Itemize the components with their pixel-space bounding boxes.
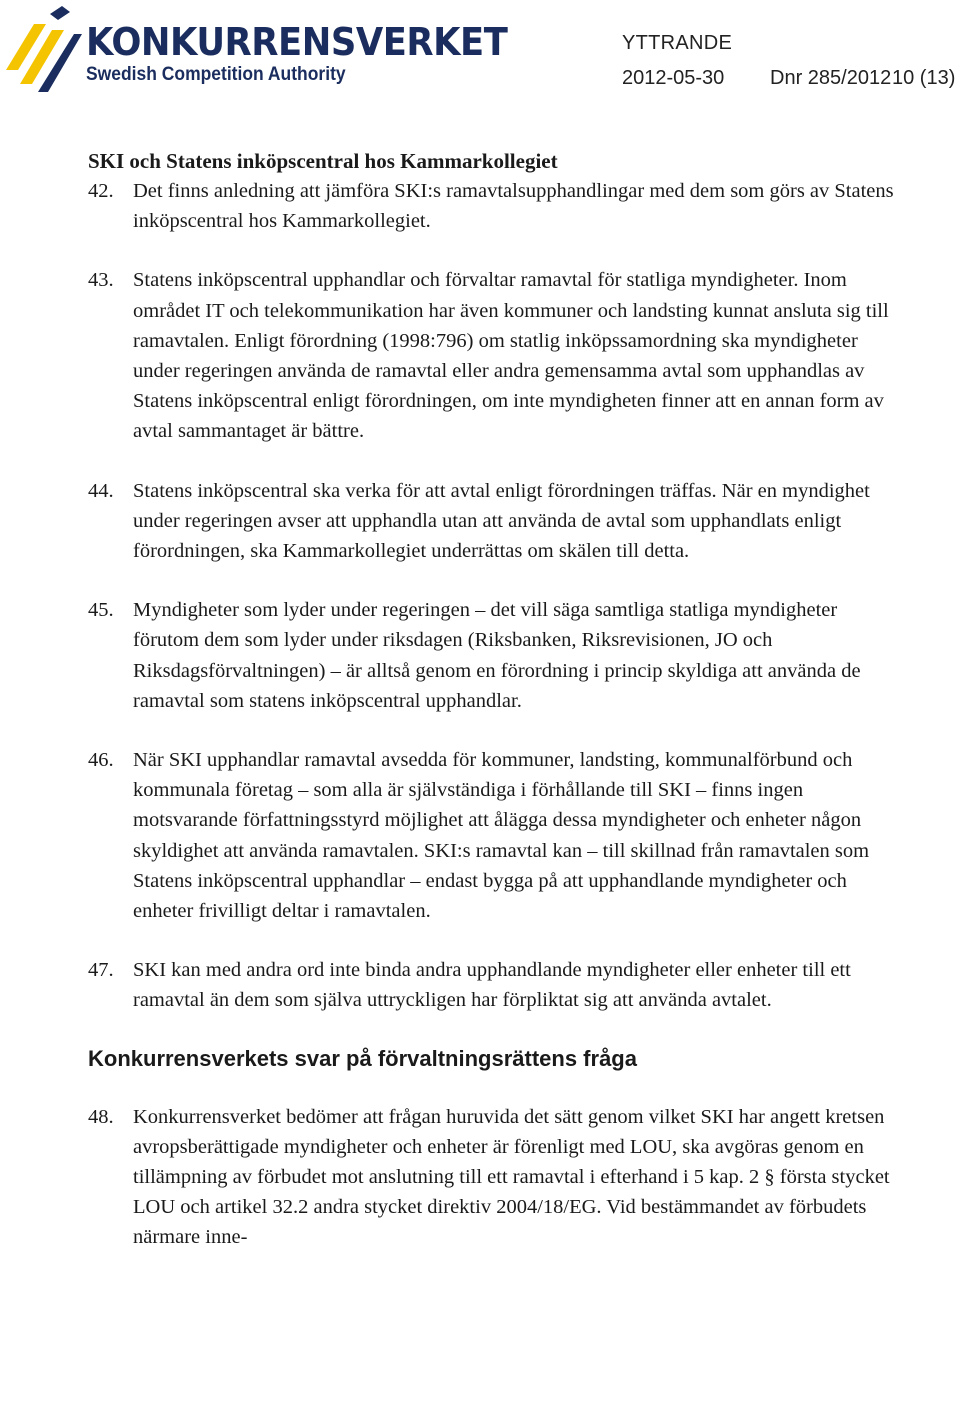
- paragraph-text: SKI kan med andra ord inte binda andra upphandlande myndigheter eller enheter till ett ramavtal än dem som själva uttryckligen har förpliktat sig att använda avtalet.: [133, 959, 851, 1012]
- paragraph-43: [88, 265, 908, 446]
- paragraph-46: [88, 745, 908, 926]
- page-header: [0, 0, 960, 100]
- paragraph-48: [88, 1102, 908, 1253]
- paragraph-47: [88, 955, 908, 1015]
- document-meta: [622, 66, 955, 90]
- paragraph-text: Statens inköpscentral ska verka för att avtal enligt förordningen träffas. När en myndighet under regeringen avser att upphandla utan att använda de avtal som upphandlats enligt förordningen, ska Kammarkollegiet underrättas om skälen till detta.: [133, 479, 870, 563]
- paragraph-text: När SKI upphandlar ramavtal avsedda för kommuner, landsting, kommunalförbund och kommunala företag – som alla är självständiga i förhållande till SKI – finns ingen motsvarande författningsstyrd möjlighet att ålägga dessa myndigheter och enheter någon skyldighet att använda ramavtalen. SKI:s ramavtal kan – till skillnad från ramavtalen som Statens inköpscentral upphandlar – endast bygga på att upphandlande myndigheter och enheter frivilligt deltar i ramavtalen.: [133, 749, 870, 923]
- logo-subtitle: Swedish Competition Authority: [86, 64, 346, 85]
- konkurrensverket-logo-icon: [4, 4, 82, 96]
- logo-wordmark: KONKURRENSVERKET: [86, 20, 508, 64]
- document-body: [88, 146, 908, 1253]
- paragraph-number: 46.: [88, 749, 114, 772]
- paragraph-44: [88, 476, 908, 567]
- paragraph-text: Statens inköpscentral upphandlar och förvaltar ramavtal för statliga myndigheter. Inom området IT och telekommunikation har även kommuner och landsting kunnat ansluta sig till ramavtalen. Enligt förordning (1998:796) om statlig inköpssamordning ska myndigheter under regeringen använda de ramavtal eller andra gemensamma avtal som upphandlas av Statens inköpscentral enligt förordningen, om inte myndigheten finner att en annan form av avtal sammantaget är bättre.: [133, 269, 889, 443]
- paragraph-number: 43.: [88, 269, 114, 292]
- paragraph-number: 44.: [88, 479, 114, 502]
- paragraph-text: Myndigheter som lyder under regeringen – det vill säga samtliga statliga myndigheter förutom dem som lyder under riksdagen (Riksbanken, Riksrevisionen, JO och Riksdagsförvaltningen) – är alltså genom en förordning i princip skyldiga att använda de ramavtal som statens inköpscentral upphandlar.: [133, 599, 861, 712]
- paragraph-number: 48.: [88, 1105, 114, 1128]
- paragraph-number: 45.: [88, 599, 114, 622]
- paragraph-45: [88, 595, 908, 716]
- document-date: 2012-05-30: [622, 67, 725, 89]
- page-number: 10 (13): [892, 67, 956, 89]
- section-heading: Konkurrensverkets svar på förvaltningsrättens fråga: [88, 1045, 637, 1071]
- paragraph-text: Konkurrensverket bedömer att frågan huruvida det sätt genom vilket SKI har angett kretsen avropsberättigade myndigheter och enheter är förenligt med LOU, ska avgöras genom en tillämpning av förbudet mot anslutning till ett ramavtal i efterhand i 5 kap. 2 § första stycket LOU och artikel 32.2 andra stycket direktiv 2004/18/EG. Vid bestämmandet av förbudets närmare inne-: [133, 1105, 890, 1249]
- document-dnr: Dnr 285/2012: [770, 67, 892, 89]
- document-type: YTTRANDE: [622, 32, 733, 54]
- paragraph-number: 47.: [88, 959, 114, 982]
- paragraph-42: [88, 176, 908, 236]
- paragraph-number: 42.: [88, 180, 114, 202]
- paragraph-text: Det finns anledning att jämföra SKI:s ramavtalsupphandlingar med dem som görs av Statens inköpscentral hos Kammarkollegiet.: [133, 180, 894, 233]
- section-heading: SKI och Statens inköpscentral hos Kammarkollegiet: [88, 149, 558, 173]
